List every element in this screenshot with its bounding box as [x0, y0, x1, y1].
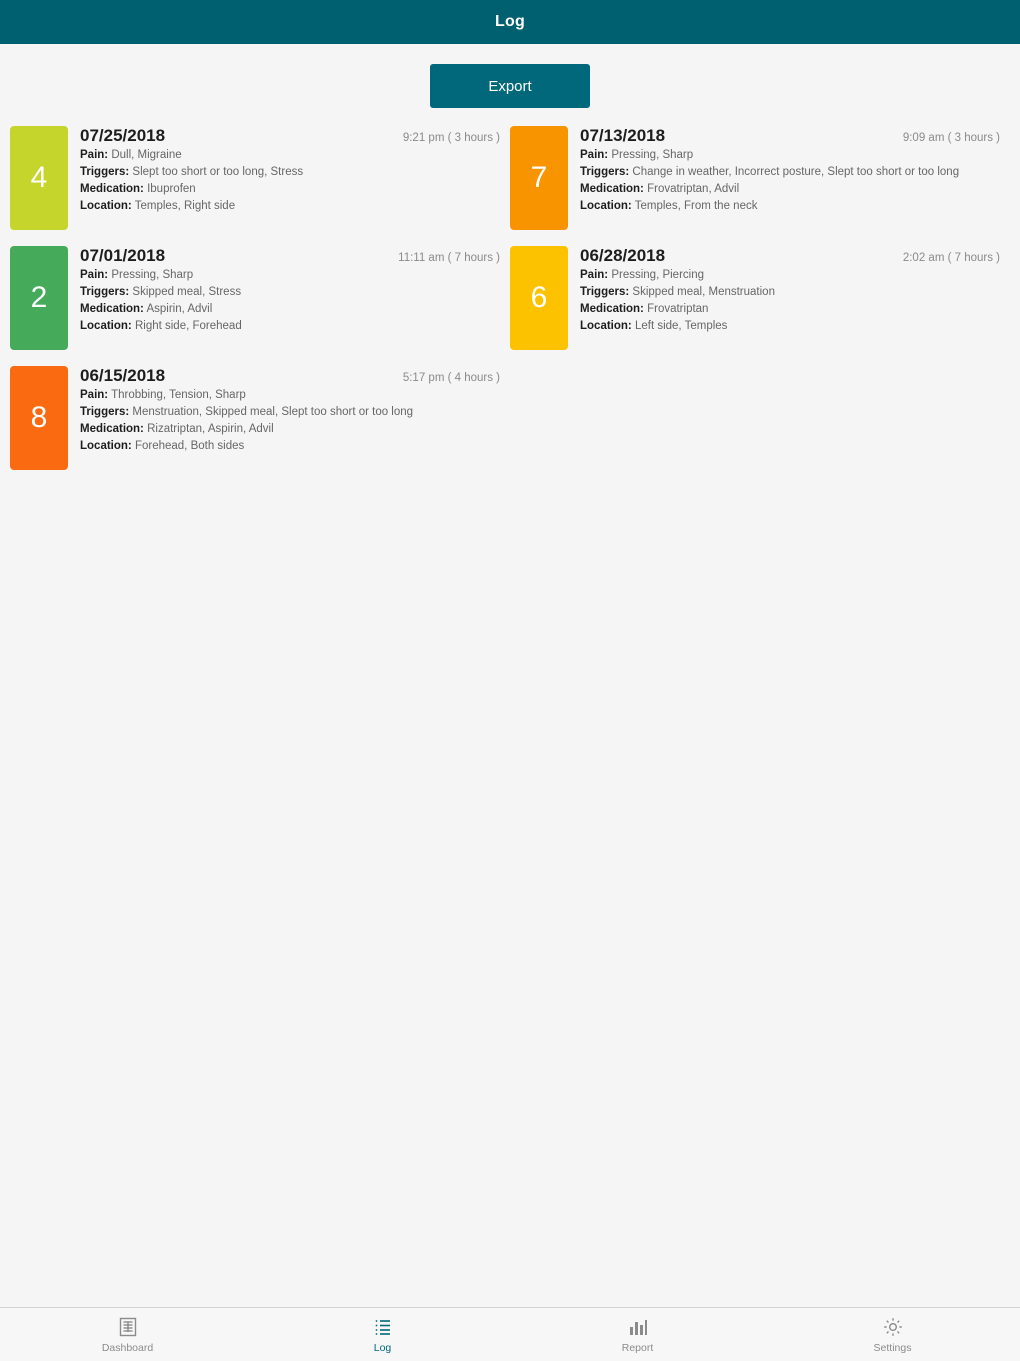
entry-location	[80, 318, 500, 334]
entry-time: 11:11 am ( 7 hours )	[398, 252, 500, 264]
log-list	[0, 126, 1020, 1307]
log-entry[interactable]	[10, 246, 510, 366]
entry-location-value: Temples, From the neck	[634, 200, 758, 212]
entry-location-value: Right side, Forehead	[134, 320, 242, 332]
list-icon	[372, 1316, 394, 1338]
entry-triggers	[80, 404, 500, 420]
entry-location-value: Temples, Right side	[134, 200, 236, 212]
tab-log[interactable]	[255, 1308, 510, 1361]
bar-chart-icon	[627, 1316, 649, 1338]
entry-pain	[580, 147, 1000, 163]
entry-pain	[80, 387, 500, 403]
entry-date: 07/01/2018	[80, 246, 166, 265]
entry-medication-value: Rizatriptan, Aspirin, Advil	[147, 423, 274, 435]
tab-dashboard-label: Dashboard	[101, 1341, 154, 1354]
entry-pain-label: Pain:	[80, 389, 109, 401]
entry-body	[68, 366, 510, 454]
entry-location-value: Left side, Temples	[634, 320, 728, 332]
dashboard-icon	[117, 1316, 139, 1338]
entry-location	[580, 198, 1000, 214]
severity-badge: 4	[10, 126, 68, 230]
entry-pain-label: Pain:	[80, 149, 109, 161]
entry-location-label: Location:	[80, 440, 132, 452]
entry-triggers-label: Triggers:	[80, 406, 130, 418]
entry-medication-label: Medication:	[80, 303, 144, 315]
entry-body	[568, 246, 1010, 334]
entry-header	[580, 126, 1000, 146]
bottom-tab-bar	[0, 1307, 1020, 1361]
entry-triggers-value: Skipped meal, Stress	[132, 286, 242, 298]
entry-medication-label: Medication:	[580, 303, 644, 315]
entry-location-label: Location:	[80, 320, 132, 332]
entry-medication-value: Ibuprofen	[147, 183, 196, 195]
entry-medication-value: Frovatriptan	[647, 303, 709, 315]
entry-medication-value: Aspirin, Advil	[146, 303, 213, 315]
entry-medication	[80, 181, 500, 197]
entry-triggers-label: Triggers:	[80, 166, 130, 178]
entry-location-label: Location:	[580, 200, 632, 212]
entry-pain-value: Pressing, Sharp	[111, 269, 194, 281]
entry-pain	[80, 147, 500, 163]
entry-location-value: Forehead, Both sides	[134, 440, 245, 452]
entry-triggers-value: Slept too short or too long, Stress	[132, 166, 304, 178]
entry-date: 07/13/2018	[580, 126, 666, 145]
entry-time: 9:21 pm ( 3 hours )	[402, 132, 500, 144]
export-button[interactable]: Export	[430, 64, 590, 108]
entry-triggers-label: Triggers:	[580, 286, 630, 298]
tab-log-label: Log	[373, 1341, 392, 1354]
entry-header	[80, 246, 500, 266]
entry-location	[580, 318, 1000, 334]
entry-pain-label: Pain:	[580, 269, 609, 281]
tab-settings-label: Settings	[873, 1341, 912, 1354]
gear-icon	[882, 1316, 904, 1338]
log-grid	[10, 126, 1010, 486]
entry-triggers	[580, 284, 1000, 300]
entry-date: 07/25/2018	[80, 126, 166, 145]
entry-medication	[580, 181, 1000, 197]
entry-time: 9:09 am ( 3 hours )	[902, 132, 1000, 144]
entry-pain-value: Throbbing, Tension, Sharp	[111, 389, 246, 401]
entry-location-label: Location:	[80, 200, 132, 212]
entry-pain-value: Pressing, Sharp	[611, 149, 694, 161]
entry-triggers	[80, 164, 500, 180]
entry-triggers-value: Change in weather, Incorrect posture, Slept too short or too long	[632, 166, 960, 178]
entry-header	[580, 246, 1000, 266]
log-entry[interactable]	[10, 126, 510, 246]
entry-header	[80, 126, 500, 146]
severity-badge: 8	[10, 366, 68, 470]
entry-body	[68, 126, 510, 214]
entry-medication-label: Medication:	[80, 423, 144, 435]
entry-medication-label: Medication:	[80, 183, 144, 195]
tab-report[interactable]	[510, 1308, 765, 1361]
entry-medication	[80, 301, 500, 317]
entry-triggers-value: Skipped meal, Menstruation	[632, 286, 775, 298]
entry-triggers-label: Triggers:	[80, 286, 130, 298]
tab-settings[interactable]	[765, 1308, 1020, 1361]
entry-pain	[580, 267, 1000, 283]
entry-pain	[80, 267, 500, 283]
entry-location	[80, 198, 500, 214]
entry-date: 06/28/2018	[580, 246, 666, 265]
log-entry[interactable]	[510, 126, 1010, 246]
entry-medication-label: Medication:	[580, 183, 644, 195]
app-header	[0, 0, 1020, 44]
severity-badge: 7	[510, 126, 568, 230]
entry-time: 2:02 am ( 7 hours )	[902, 252, 1000, 264]
entry-triggers-value: Menstruation, Skipped meal, Slept too short or too long	[132, 406, 414, 418]
entry-date: 06/15/2018	[80, 366, 166, 385]
entry-body	[568, 126, 1010, 214]
export-toolbar	[0, 44, 1020, 126]
entry-pain-label: Pain:	[80, 269, 109, 281]
severity-badge: 6	[510, 246, 568, 350]
entry-pain-value: Dull, Migraine	[111, 149, 182, 161]
tab-report-label: Report	[621, 1341, 654, 1354]
log-entry[interactable]	[510, 246, 1010, 366]
entry-time: 5:17 pm ( 4 hours )	[402, 372, 500, 384]
entry-medication-value: Frovatriptan, Advil	[647, 183, 740, 195]
entry-medication	[80, 421, 500, 437]
page-title: Log	[495, 13, 525, 30]
entry-triggers-label: Triggers:	[580, 166, 630, 178]
entry-pain-label: Pain:	[580, 149, 609, 161]
tab-dashboard[interactable]	[0, 1308, 255, 1361]
log-entry[interactable]	[10, 366, 510, 486]
entry-body	[68, 246, 510, 334]
entry-pain-value: Pressing, Piercing	[611, 269, 705, 281]
severity-badge: 2	[10, 246, 68, 350]
entry-triggers	[580, 164, 1000, 180]
entry-medication	[580, 301, 1000, 317]
entry-location	[80, 438, 500, 454]
entry-triggers	[80, 284, 500, 300]
entry-location-label: Location:	[580, 320, 632, 332]
entry-header	[80, 366, 500, 386]
